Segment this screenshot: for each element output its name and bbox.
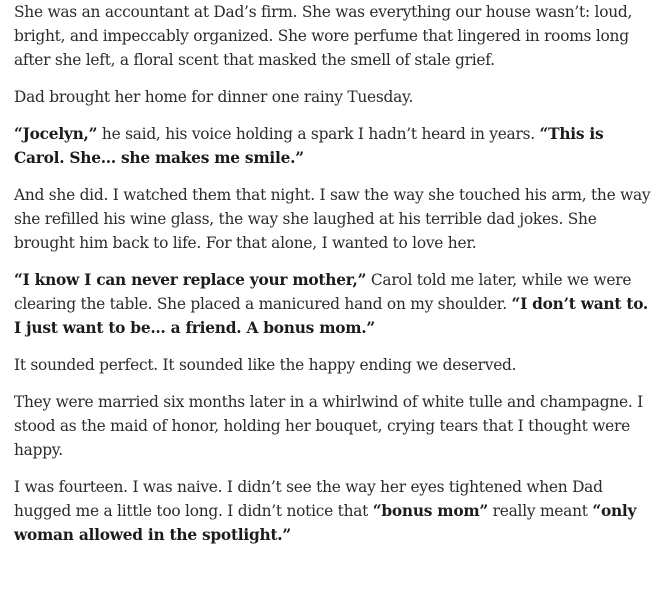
paragraph-text: he said, his voice holding a spark I hadn’t heard in years. (97, 125, 540, 143)
paragraph-text: really meant (488, 502, 593, 520)
paragraph-text: It sounded perfect. It sounded like the happy ending we deserved. (14, 356, 517, 374)
paragraph-7 (14, 390, 656, 462)
paragraph-text: She was an accountant at Dad’s firm. She was everything our house wasn’t: loud, bright, and impeccably organized. She wore perfume that lingered in rooms long after she left, a floral scent that masked the smell of stale grief. (14, 3, 633, 69)
paragraph-text: Carol told me later, while we were clearing the table. She placed a manicured hand on my shoulder. (14, 271, 632, 313)
dialogue-quote: “Jocelyn,” (14, 125, 98, 143)
paragraph-text: Dad brought her home for dinner one rainy Tuesday. (14, 88, 414, 106)
paragraph-6 (14, 353, 656, 377)
dialogue-quote: “I don’t want to. I just want to be… a friend. A bonus mom.” (14, 295, 649, 337)
paragraph-5 (14, 268, 656, 340)
paragraph-text: I was fourteen. I was naive. I didn’t see the way her eyes tightened when Dad hugged me a little too long. I didn’t notice that (14, 478, 603, 520)
dialogue-quote: “I know I can never replace your mother,” (14, 271, 367, 289)
article-body (14, 0, 656, 547)
paragraph-2 (14, 85, 656, 109)
dialogue-quote: “bonus mom” (372, 502, 488, 520)
dialogue-quote: “This is Carol. She… she makes me smile.” (14, 125, 604, 167)
paragraph-3 (14, 122, 656, 170)
paragraph-8 (14, 475, 656, 547)
dialogue-quote: “only woman allowed in the spotlight.” (14, 502, 637, 544)
paragraph-text: They were married six months later in a whirlwind of white tulle and champagne. I stood as the maid of honor, holding her bouquet, crying tears that I thought were happy. (14, 393, 643, 459)
paragraph-4 (14, 183, 656, 255)
paragraph-1 (14, 0, 656, 72)
paragraph-text: And she did. I watched them that night. I saw the way she touched his arm, the way she refilled his wine glass, the way she laughed at his terrible dad jokes. She brought him back to life. For that alone, I wanted to love her. (14, 186, 651, 252)
